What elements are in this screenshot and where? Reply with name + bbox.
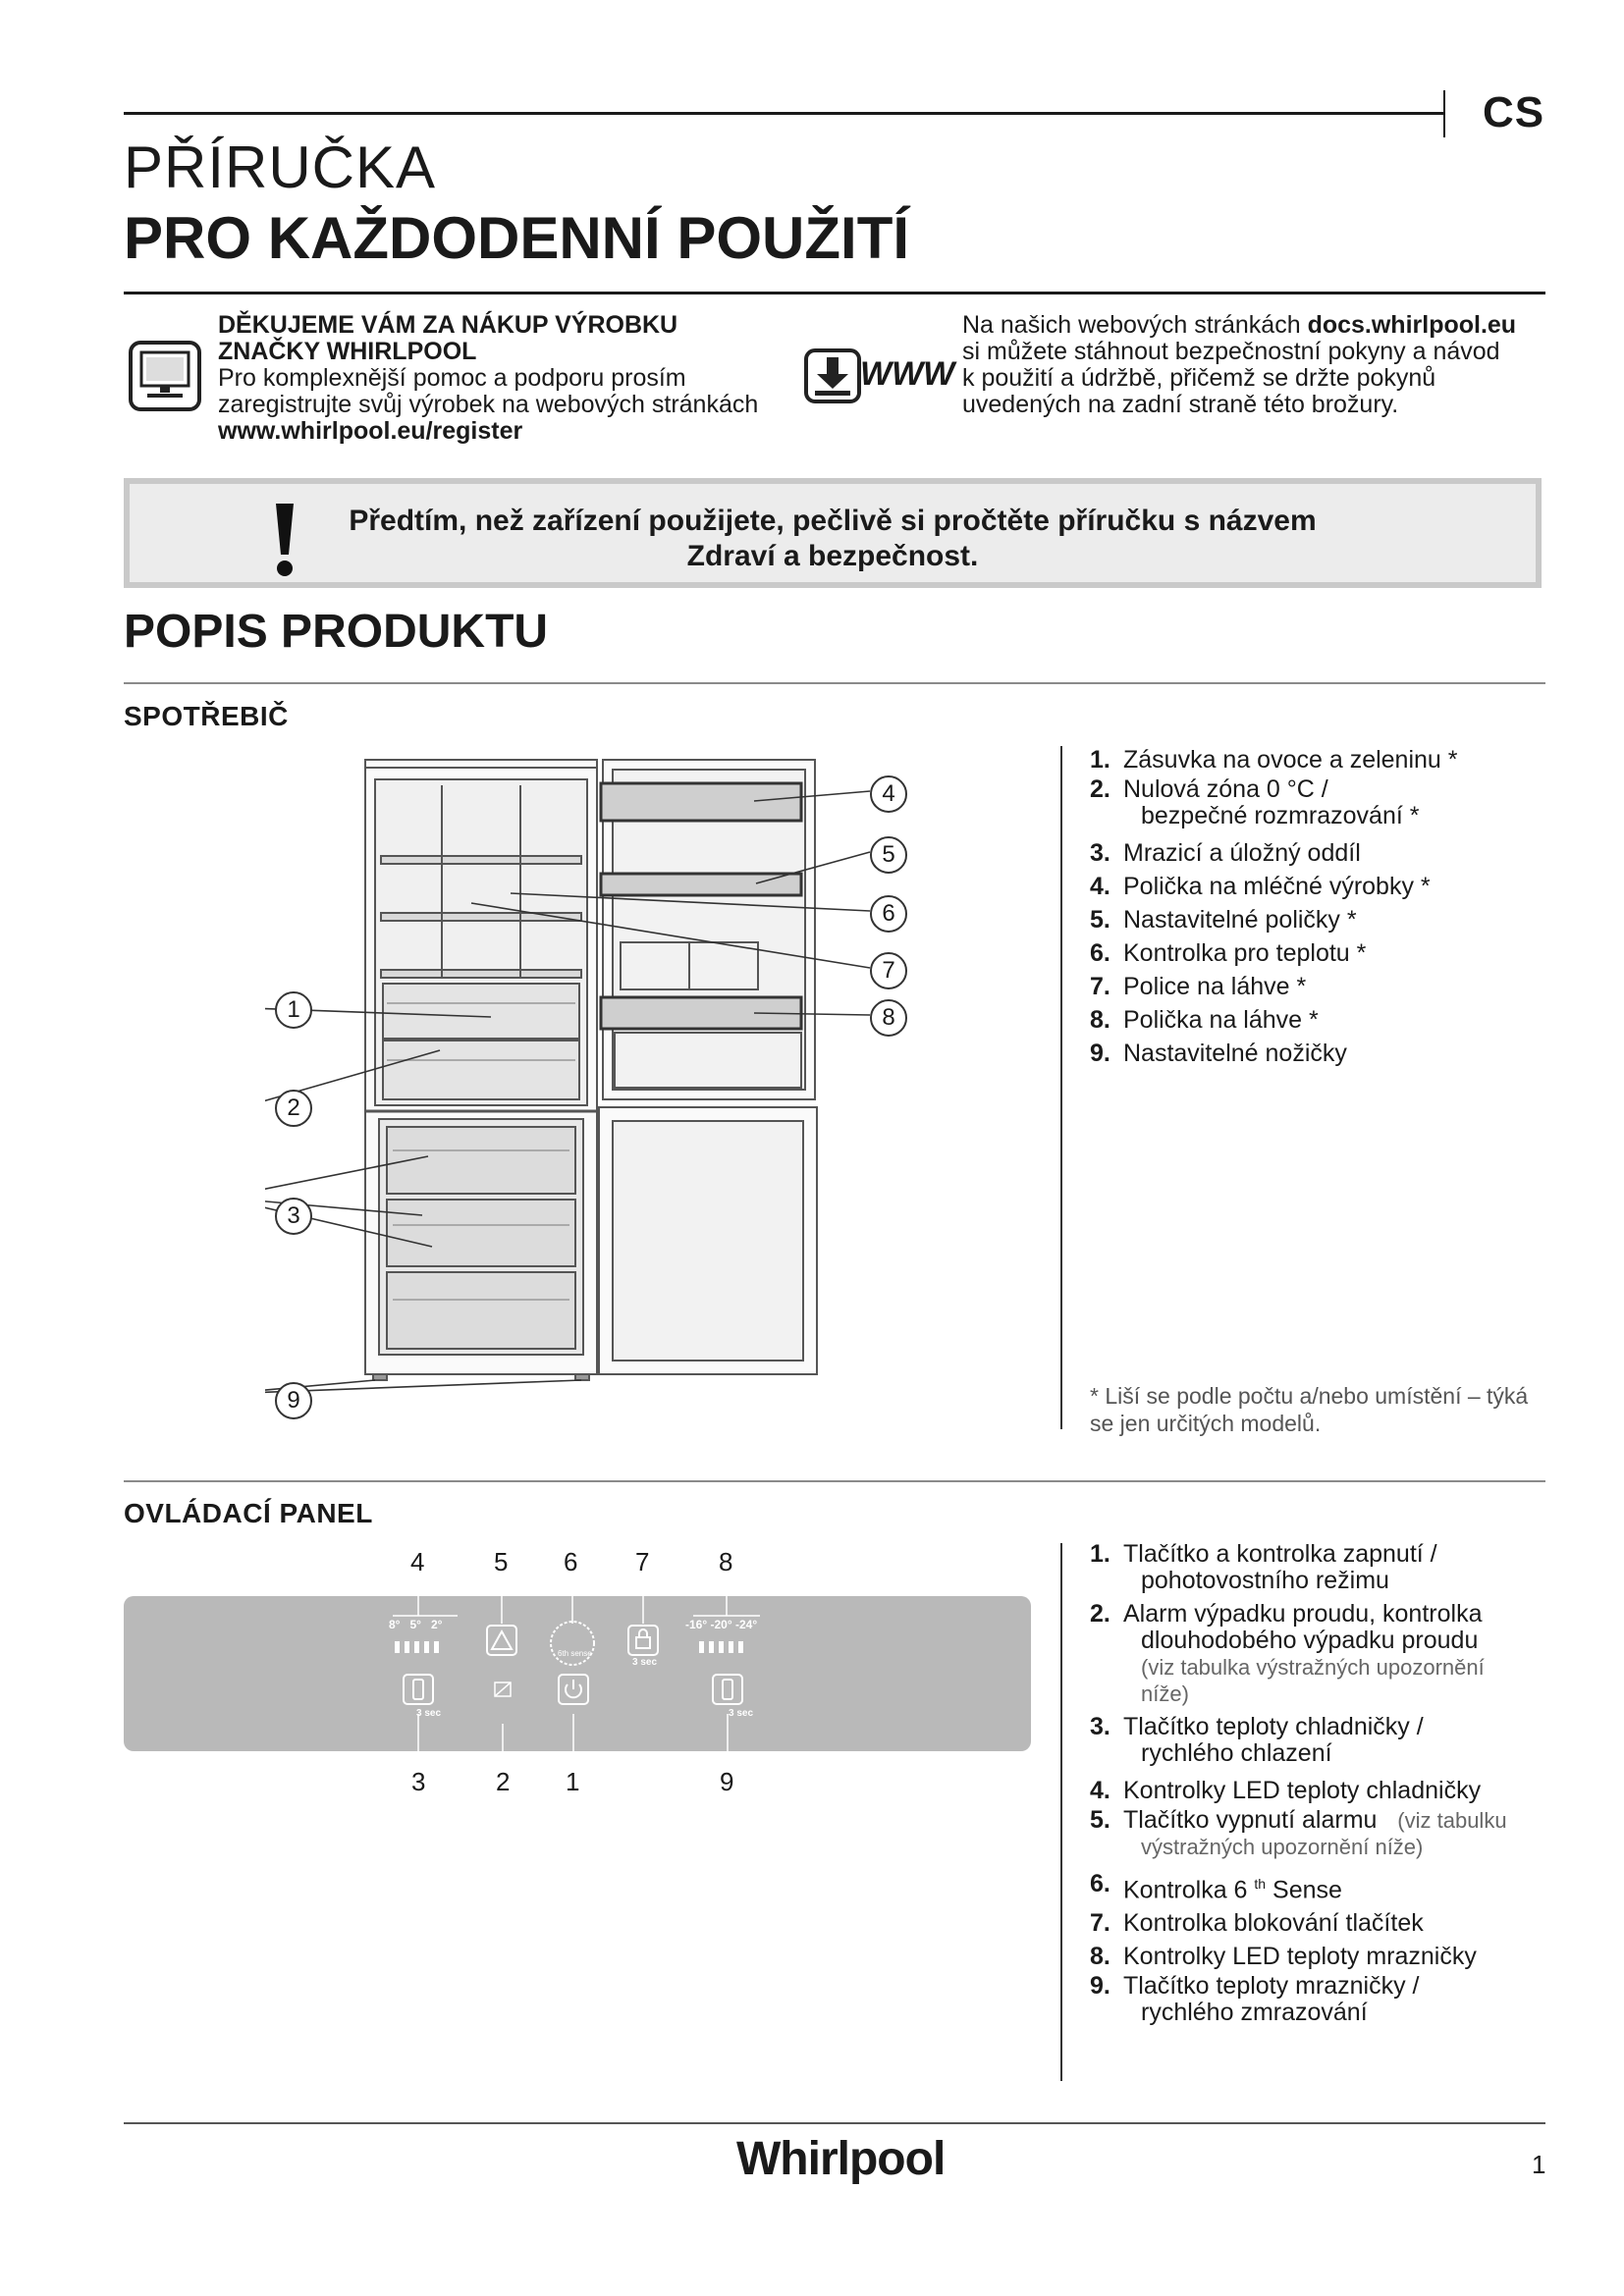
callout-6: 6 — [870, 895, 907, 933]
language-code: CS — [1483, 88, 1545, 136]
panel-top-num-6: 6 — [564, 1547, 578, 1576]
list-item: 2. Nulová zóna 0 °C / bezpečné rozmrazování * — [1090, 775, 1420, 829]
callout-5: 5 — [870, 836, 907, 874]
register-link[interactable]: www.whirlpool.eu/register — [218, 417, 523, 445]
callout-2: 2 — [275, 1090, 312, 1127]
list-item: 3. Tlačítko teploty chladničky / rychlého chlazení — [1090, 1713, 1424, 1767]
fridge-temp-labels: 8° 5° 2° — [389, 1618, 443, 1631]
control-panel-list — [1090, 1541, 1561, 2033]
control-panel-icons — [124, 1596, 1031, 1751]
list-item: 8. Polička na láhve * — [1090, 1006, 1319, 1034]
lock-hold-label: 3 sec — [632, 1657, 658, 1668]
callout-9: 9 — [275, 1382, 312, 1419]
intro-left-heading2: ZNAČKY WHIRLPOOL — [218, 338, 477, 365]
list-item: 9. Nastavitelné nožičky — [1090, 1040, 1347, 1067]
intro-left-heading1: DĚKUJEME VÁM ZA NÁKUP VÝROBKU — [218, 311, 678, 339]
freezer-hold-label: 3 sec — [729, 1708, 754, 1719]
list-item: 3. Mrazicí a úložný oddíl — [1090, 839, 1361, 867]
list-item: 6. Kontrolka 6 $^{th}$ Sense — [1090, 1870, 1342, 1904]
callout-8: 8 — [870, 999, 907, 1037]
title-rule — [124, 292, 1545, 294]
appliance-list-divider — [1060, 746, 1062, 1429]
monitor-icon — [128, 340, 202, 412]
top-rule — [124, 112, 1445, 115]
list-item: 4. Kontrolky LED teploty chladničky — [1090, 1777, 1482, 1804]
warning-line2: Zdraví a bezpečnost. — [686, 540, 979, 572]
list-item: 8. Kontrolky LED teploty mrazničky — [1090, 1943, 1477, 1971]
list-item: 4. Polička na mléčné výrobky * — [1090, 873, 1431, 900]
www-label: WWW — [860, 355, 955, 393]
list-item: 5. Nastavitelné poličky * — [1090, 906, 1357, 934]
warning-text — [130, 504, 1536, 574]
section-rule — [124, 682, 1545, 684]
appliance-footnote: * Liší se podle počtu a/nebo umístění – týká se jen určitých modelů. — [1090, 1383, 1529, 1436]
page-number: 1 — [1532, 2150, 1546, 2179]
control-panel-graphic — [124, 1596, 1031, 1751]
intro-left-line1: Pro komplexnější pomoc a podporu prosím — [218, 364, 686, 392]
list-item: 9. Tlačítko teploty mrazničky / rychlého zmrazování — [1090, 1972, 1420, 2027]
callout-4: 4 — [870, 775, 907, 813]
intro-left-line2: zaregistrujte svůj výrobek na webových stránkách — [218, 391, 759, 418]
docs-link[interactable]: docs.whirlpool.eu — [1307, 311, 1517, 339]
panel-bottom-num-3: 3 — [411, 1767, 426, 1796]
panel-top-num-8: 8 — [719, 1547, 733, 1576]
fridge-hold-label: 3 sec — [416, 1708, 442, 1719]
intro-right-line1 — [962, 312, 1551, 339]
panel-bottom-num-2: 2 — [496, 1767, 511, 1796]
freezer-temp-labels: -16° -20° -24° — [685, 1618, 758, 1631]
callout-1: 1 — [275, 991, 312, 1029]
top-rule-tick — [1443, 90, 1445, 137]
intro-right-line2: si můžete stáhnout bezpečnostní pokyny a návod — [962, 338, 1500, 365]
list-item: 7. Police na láhve * — [1090, 973, 1307, 1000]
page-title-line1: PŘÍRUČKA — [124, 134, 437, 200]
appliance-heading: SPOTŘEBIČ — [124, 701, 289, 731]
list-item: 6. Kontrolka pro teplotu * — [1090, 939, 1367, 967]
page-title-line2: PRO KAŽDODENNÍ POUŽITÍ — [124, 205, 910, 271]
list-item: 1. Tlačítko a kontrolka zapnutí / pohotovostního režimu — [1090, 1540, 1437, 1594]
appliance-parts-list — [1090, 743, 1561, 1070]
callout-7: 7 — [870, 952, 907, 989]
panel-bottom-num-1: 1 — [566, 1767, 580, 1796]
panel-top-num-7: 7 — [635, 1547, 650, 1576]
section-rule-2 — [124, 1480, 1545, 1482]
intro-right-line1-prefix: Na našich webových stránkách — [962, 311, 1308, 339]
warning-box — [124, 478, 1542, 588]
intro-right-line4: uvedených na zadní straně této brožury. — [962, 391, 1399, 418]
panel-bottom-num-9: 9 — [720, 1767, 734, 1796]
warning-line1: Předtím, než zařízení použijete, pečlivě si pročtěte příručku s názvem — [349, 505, 1317, 537]
panel-top-num-4: 4 — [410, 1547, 425, 1576]
intro-right — [962, 312, 1551, 418]
intro-right-line3: k použití a údržbě, přičemž se držte pokynů — [962, 364, 1436, 392]
section-title: POPIS PRODUKTU — [124, 606, 549, 658]
intro-left — [218, 312, 787, 445]
list-item: 1. Zásuvka na ovoce a zeleninu * — [1090, 746, 1458, 774]
sense-label: 6th sense — [558, 1649, 592, 1658]
download-icon — [803, 347, 862, 404]
control-panel-heading: OVLÁDACÍ PANEL — [124, 1498, 373, 1528]
whirlpool-logo: Whirlpool — [736, 2133, 946, 2185]
list-item: 7. Kontrolka blokování tlačítek — [1090, 1909, 1424, 1938]
list-item: 5. Tlačítko vypnutí alarmu (viz tabulku výstražných upozornění níže) — [1090, 1806, 1507, 1859]
panel-top-num-5: 5 — [494, 1547, 509, 1576]
footer-rule — [124, 2122, 1545, 2124]
fridge-diagram — [265, 746, 952, 1423]
list-item: 2. Alarm výpadku proudu, kontrolka dlouhodobého výpadku proudu (viz tabulka výstražných upozornění níže) — [1090, 1600, 1485, 1706]
callout-3: 3 — [275, 1198, 312, 1235]
control-list-divider — [1060, 1543, 1062, 2081]
